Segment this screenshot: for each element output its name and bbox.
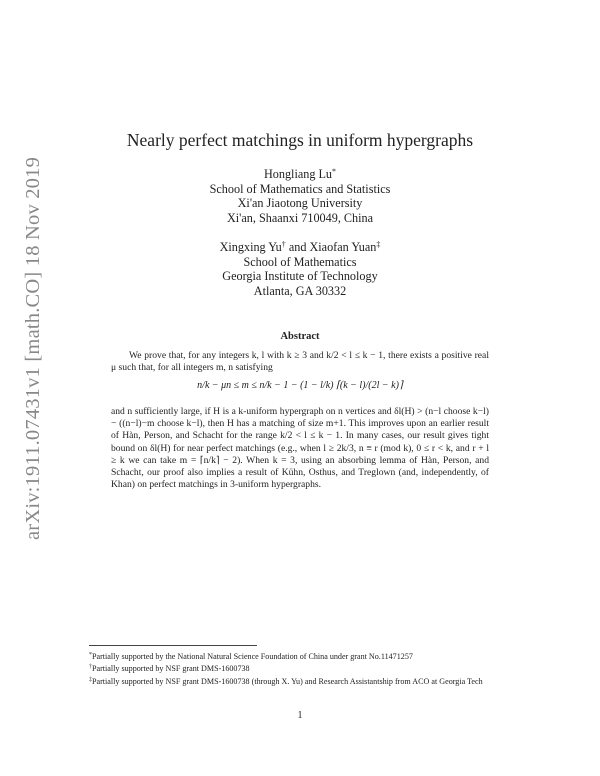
footnote [89, 650, 519, 662]
footnote-mark: ‡ [89, 676, 92, 683]
affiliation-line: Atlanta, GA 30332 [253, 283, 347, 298]
footnote-mark: † [281, 240, 286, 249]
footnote-text: Partially supported by NSF grant DMS-1600738 [92, 664, 250, 674]
footnote-text: Partially supported by NSF grant DMS-1600738 (through X. Yu) and Research Assistantship from ACO at Georgia Tech [92, 676, 483, 686]
footnote-mark: * [89, 652, 92, 658]
footnote-mark: † [89, 664, 92, 671]
author-name: Xiaofan Yuan [309, 240, 377, 254]
affiliation-line: School of Mathematics [243, 254, 357, 269]
affiliation-line: School of Mathematics and Statistics [209, 181, 391, 196]
footnote [89, 662, 519, 674]
author-block-1 [0, 165, 600, 225]
author-name: Hongliang Lu [263, 167, 333, 181]
author-names-line [0, 238, 600, 255]
footnote-divider [89, 645, 257, 646]
footnote-mark: ‡ [376, 240, 381, 249]
page-number: 1 [297, 710, 303, 721]
author-block-2 [0, 238, 600, 298]
footnote-mark: * [332, 167, 337, 176]
abstract-heading: Abstract [280, 331, 320, 342]
affiliation-line: Xi'an Jiaotong University [237, 196, 363, 211]
author-connector: and [285, 240, 310, 254]
affiliation-line: Georgia Institute of Technology [222, 269, 378, 284]
footnote [89, 675, 519, 687]
footnotes [89, 650, 519, 687]
affiliation-line: Xi'an, Shaanxi 710049, China [226, 210, 374, 225]
abstract-paragraph-1: We prove that, for any integers k, l with k ≥ 3 and k/2 < l ≤ k − 1, there exists a positive real μ such that, for all integers m, n satisfying [111, 350, 489, 374]
arxiv-identifier: arXiv:1911.07431v1 [math.CO] 18 Nov 2019 [22, 156, 44, 540]
footnote-text: Partially supported by the National Natural Science Foundation of China under grant No.11471257 [92, 652, 413, 661]
abstract-formula: n/k − μn ≤ m ≤ n/k − 1 − (1 − l/k) ⌈(k − l)/(2l − k)⌉ [197, 380, 403, 391]
abstract-paragraph-2: and n sufficiently large, if H is a k-uniform hypergraph on n vertices and δl(H) > (n−l choose k−l) − ((n−l)−m choose k−l), then H has a matching of size m+1. This improves upon an earlier result of Hàn, Person, and Schacht for the range k/2 < l ≤ k − 1. In many cases, our result gives tight bound on δl(H) for near perfect matchings (e.g., when l ≥ 2k/3, n ≡ r (mod k), 0 ≤ r < k, and r + l ≥ k we can take m = ⌈n/k⌉ − 2). When k = 3, using an absorbing lemma of Hàn, Person, and Schacht, our proof also implies a result of Kühn, Osthus, and Treglown (and, independently, of Khan) on perfect matchings in 3-uniform hypergraphs. [111, 406, 489, 491]
author-name: Xingxing Yu [219, 240, 282, 254]
paper-title: Nearly perfect matchings in uniform hypergraphs [126, 130, 474, 150]
author-name-line [0, 165, 600, 182]
